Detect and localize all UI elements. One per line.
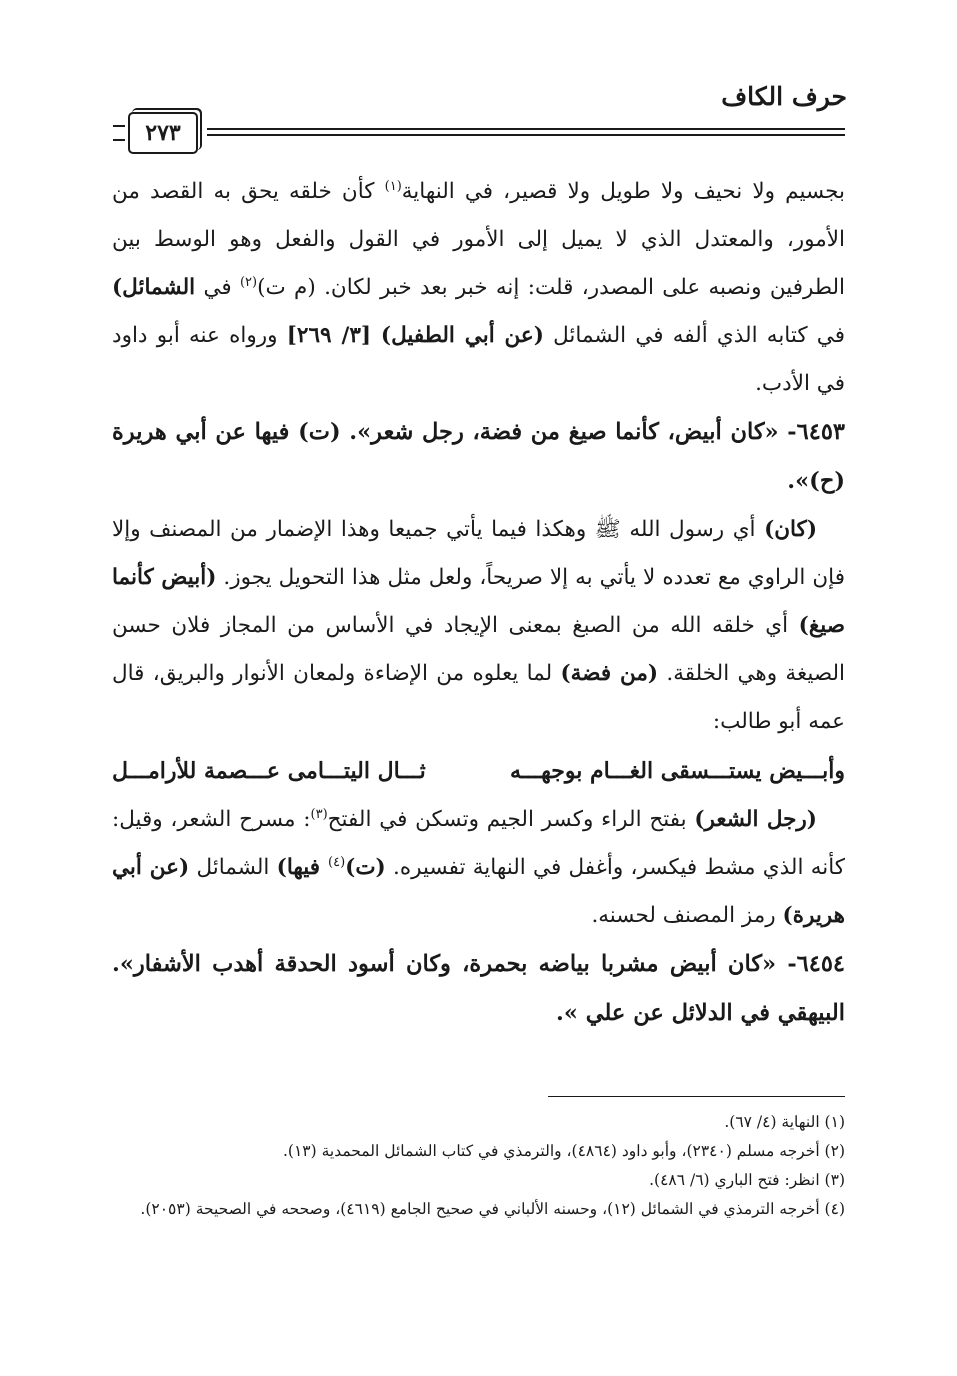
hadith-entry-6453: ٦٤٥٣- «كان أبيض، كأنما صيغ من فضة، رجل شعر». (ت) فيها عن أبي هريرة (ح)». xyxy=(112,419,845,494)
text-run: بفتح الراء وكسر الجيم وتسكن في الفتح xyxy=(327,807,695,832)
footnote-ref-1[interactable]: (١) xyxy=(384,178,402,194)
footnote-2: (٢) أخرجه مسلم (٢٣٤٠)، وأبو داود (٤٨٦٤)، والترمذي في كتاب الشمائل المحمدية (١٣). xyxy=(282,1142,845,1160)
bold-term: (أبيض كأنما صيغ) xyxy=(112,565,845,638)
bold-term: (عن أبي هريرة) xyxy=(112,855,845,928)
bold-source: (عن أبي الطفيل) [٣/ ٢٦٩] xyxy=(286,323,544,348)
verse-first-hemistich: وأبـــيض يستـــسقى الغـــام بوجهـــه xyxy=(509,758,845,784)
verse-second-hemistich: ثـــال اليتـــامى عـــصمة للأرامـــل xyxy=(112,758,426,784)
main-text xyxy=(112,168,845,1038)
footnote-separator xyxy=(548,1096,845,1097)
text-run: بجسيم ولا نحيف ولا طويل ولا قصير، في النهاية xyxy=(401,179,845,204)
bold-term: فيها) xyxy=(276,855,328,880)
text-run: لما يعلوه من الإضاءة ولمعان الأنوار والبريق، قال عمه أبو طالب: xyxy=(112,661,845,734)
bold-term: (ت) xyxy=(345,855,386,880)
poetry-verse xyxy=(112,746,845,796)
footnote-ref-2[interactable]: (٢) xyxy=(239,274,258,290)
footnote-3: (٣) انظر: فتح الباري (٦/ ٤٨٦). xyxy=(649,1171,845,1189)
footnote-ref-3[interactable]: (٣) xyxy=(310,806,328,822)
footnote-1: (١) النهاية (٤/ ٦٧). xyxy=(724,1113,845,1131)
header-rule xyxy=(207,128,845,130)
footnote-4: (٤) أخرجه الترمذي في الشمائل (١٢)، وحسنه الألباني في صحيح الجامع (٤٦١٩)، وصححه في الصحيحة (٢٠٥٣). xyxy=(140,1200,845,1218)
text-run: في xyxy=(195,275,240,300)
text-run: : مسرح الشعر، وقيل: كأنه الذي مشط فيكسر، وأغفل في النهاية تفسيره. xyxy=(112,807,845,880)
running-head-chapter-title: حرف الكاف xyxy=(721,82,847,111)
text-run: في كتابه الذي ألفه في الشمائل xyxy=(543,323,846,348)
footnotes xyxy=(112,1108,845,1224)
bold-term: (من فضة) xyxy=(560,661,659,686)
text-run: رمز المصنف لحسنه. xyxy=(591,903,783,928)
page-number: ٢٧٣ xyxy=(128,112,198,154)
paragraph-commentary-1 xyxy=(112,168,845,408)
text-run: كأن خلقه يحق به القصد من الأمور، والمعتدل الذي لا يميل إلى الأمور في القول والفعل وهو الوسط بين الطرفين ونصبه على المصدر، قلت: إنه خبر بعد خبر لكان. (م ت) xyxy=(112,179,845,300)
bold-term: (رجل الشعر) xyxy=(694,807,817,832)
text-run: ورواه عنه أبو داود في الأدب. xyxy=(112,323,845,396)
text-run: أي رسول الله ﷺ وهكذا فيما يأتي جميعا وهذا الإضمار من المصنف وإلا فإن الراوي مع تعدده لا يأتي به إلا صريحاً، ولعل مثل هذا التحويل يجوز. xyxy=(112,517,845,590)
page-number-ornament xyxy=(113,125,125,141)
header-rule-second xyxy=(207,134,845,136)
footnote-ref-4[interactable]: (٤) xyxy=(328,854,346,870)
text-run: الشمائل xyxy=(189,855,277,880)
hadith-entry-6454: ٦٤٥٤- «كان أبيض مشربا بياضه بحمرة، وكان أسود الحدقة أهدب الأشفار». البيهقي في الدلائل عن علي ». xyxy=(112,951,845,1026)
text-run: أي خلقه الله من الصبغ بمعنى الإيجاد في الأساس من المجاز فلان حسن الصيغة وهي الخلقة. xyxy=(112,613,845,686)
bold-term: الشمائل) xyxy=(112,275,196,300)
paragraph-commentary-3 xyxy=(112,796,845,940)
bold-term: (كان) xyxy=(764,517,817,542)
paragraph-commentary-2 xyxy=(112,506,845,746)
